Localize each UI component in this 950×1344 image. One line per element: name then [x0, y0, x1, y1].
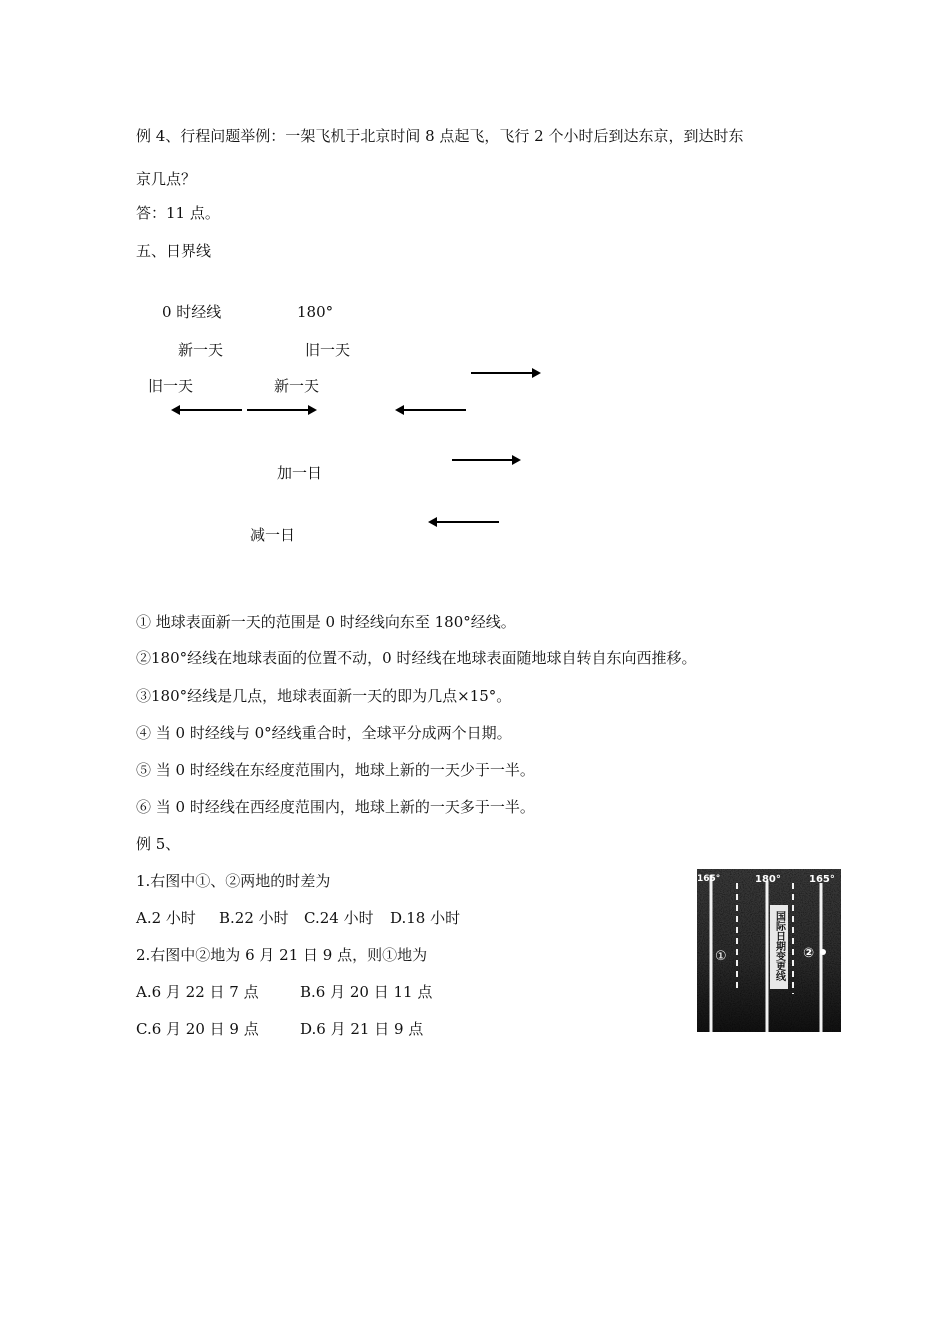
label-new-day-mid: 新一天 — [274, 377, 320, 395]
example5-title: 例 5、 — [136, 835, 181, 853]
label-new-day-top: 新一天 — [178, 341, 224, 359]
point-6: ⑥ 当 0 时经线在西经度范围内，地球上新的一天多于一半。 — [136, 798, 535, 816]
point-3: ③180°经线是几点，地球表面新一天的即为几点×15°。 — [136, 687, 512, 705]
arrow-left-1 — [173, 409, 242, 411]
arrow-left-2 — [397, 409, 466, 411]
map-point-dot — [820, 949, 826, 955]
q1-option-a: A.2 小时 — [136, 909, 196, 927]
q2-option-c: C.6 月 20 日 9 点 — [136, 1020, 259, 1038]
date-line-map-image — [697, 869, 841, 1032]
example5-question-2: 2.右图中②地为 6 月 21 日 9 点，则①地为 — [136, 946, 428, 964]
map-label-165-west: 165° — [697, 874, 721, 884]
label-subtract-day: 减一日 — [250, 526, 296, 544]
q2-option-a: A.6 月 22 日 7 点 — [136, 983, 259, 1001]
section-title-date-line: 五、日界线 — [136, 242, 212, 260]
map-marker-1: ① — [715, 949, 727, 964]
label-old-day-left: 旧一天 — [148, 377, 194, 395]
q1-option-b: B.22 小时 — [219, 909, 289, 927]
point-5: ⑤ 当 0 时经线在东经度范围内，地球上新的一天少于一半。 — [136, 761, 535, 779]
q2-option-d: D.6 月 21 日 9 点 — [300, 1020, 424, 1038]
q2-option-b: B.6 月 20 日 11 点 — [300, 983, 433, 1001]
label-180-degree: 180° — [297, 303, 334, 321]
arrow-right-2 — [247, 409, 315, 411]
q1-option-c: C.24 小时 — [304, 909, 374, 927]
map-date-line-vertical-text: 国际日期变更线 — [773, 911, 785, 981]
arrow-right-1 — [471, 372, 539, 374]
label-add-day: 加一日 — [277, 464, 323, 482]
q1-option-d: D.18 小时 — [390, 909, 461, 927]
map-label-165-east: 165° — [809, 874, 835, 885]
point-4: ④ 当 0 时经线与 0°经线重合时，全球平分成两个日期。 — [136, 724, 512, 742]
point-1: ① 地球表面新一天的范围是 0 时经线向东至 180°经线。 — [136, 613, 516, 631]
map-marker-2: ② — [803, 946, 815, 961]
point-2: ②180°经线在地球表面的位置不动，0 时经线在地球表面随地球自转自东向西推移。 — [136, 649, 697, 667]
example4-answer: 答：11 点。 — [136, 204, 220, 222]
map-label-180: 180° — [755, 874, 781, 885]
arrow-left-subtract-day — [430, 521, 499, 523]
arrow-right-add-day — [452, 459, 519, 461]
label-old-day-top: 旧一天 — [305, 341, 351, 359]
example4-line2: 京几点？ — [136, 170, 197, 188]
label-zero-hour-meridian: 0 时经线 — [162, 303, 222, 321]
example5-question-1: 1.右图中①、②两地的时差为 — [136, 872, 331, 890]
example4-line1: 例 4、行程问题举例：一架飞机于北京时间 8 点起飞，飞行 2 个小时后到达东京，到达时东 — [136, 127, 744, 145]
